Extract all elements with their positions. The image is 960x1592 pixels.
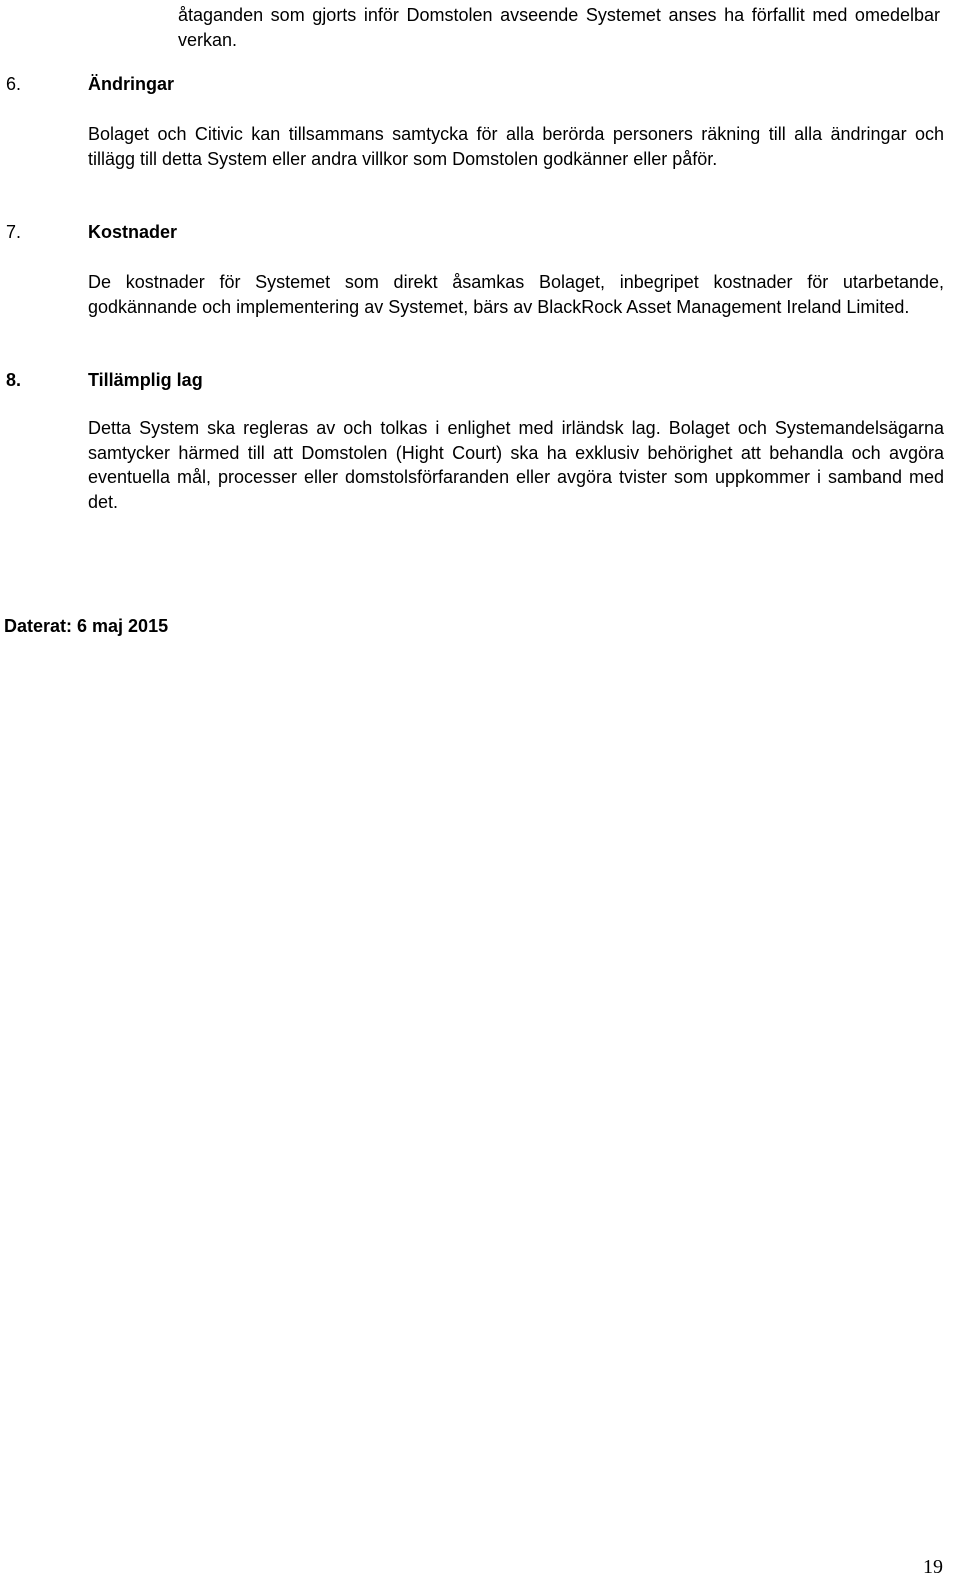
- section-8-title: Tillämplig lag: [88, 370, 203, 390]
- section-6-title: Ändringar: [88, 74, 175, 94]
- page-number: 19: [923, 1556, 943, 1578]
- section-7-body: De kostnader för Systemet som direkt åsamkas Bolaget, inbegripet kostnader för utarbetande, godkännande och implementering av Systemet, bärs av BlackRock Asset Management Ireland Limited.: [88, 272, 944, 317]
- intro-paragraph: åtaganden som gjorts inför Domstolen avseende Systemet anses ha förfallit med omedelbar verkan.: [178, 5, 940, 50]
- section-8-heading: [6, 368, 203, 392]
- section-6-body: Bolaget och Citivic kan tillsammans samtycka för alla berörda personers räkning till alla ändringar och tillägg till detta System eller andra villkor som Domstolen godkänner eller påför.: [88, 124, 944, 169]
- section-8-number: 8.: [6, 370, 22, 390]
- section-7-heading: [6, 220, 178, 244]
- section-7-title: Kostnader: [88, 222, 178, 242]
- section-7-number: 7.: [6, 222, 22, 242]
- section-6-heading: [6, 72, 175, 96]
- section-6-number: 6.: [6, 74, 22, 94]
- dated-line: Daterat: 6 maj 2015: [4, 616, 169, 636]
- section-8-body: Detta System ska regleras av och tolkas i enlighet med irländsk lag. Bolaget och Systemandelsägarna samtycker härmed till att Domstolen (Hight Court) ska ha exklusiv behörighet att behandla och avgöra eventuella mål, processer eller domstolsförfaranden eller avgöra tvister som uppkommer i samband med det.: [88, 418, 944, 512]
